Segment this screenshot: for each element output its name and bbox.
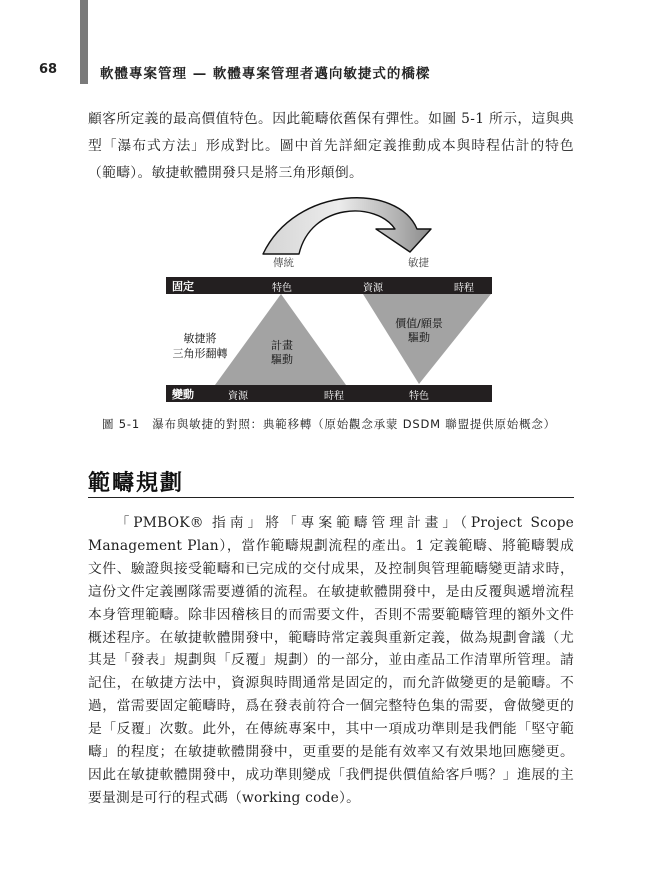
plan-driven-label: [266, 339, 298, 367]
plan-driven-line-2: 驅動: [271, 353, 293, 366]
section-paragraph: 「PMBOK® 指南」將「專案範疇管理計畫」（Project Scope Management Plan），當作範疇規劃流程的產出。1 定義範疇、將範疇製成文件、驗證與接受範疇和已完成的交付成果，及控制與管理範疇變更請求時，這份文件定義團隊需要遵循的流程。在敏捷軟體開發中，是由反覆與遞增流程本身管理範疇。除非因稽核目的而需要文件，否則不需要範疇管理的額外文件概述程序。在敏捷軟體開發中，範疇時常定義與重新定義，做為規劃會議（尤其是「發表」規劃與「反覆」規劃）的一部分，並由產品工作清單所管理。請記住，在敏捷方法中，資源與時間通常是固定的，而允許做變更的是範疇。不過，當需要固定範疇時，爲在發表前符合一個完整特色集的需要，會做變更的是「反覆」次數。此外，在傳統專案中，其中一項成功準則是我們能「堅守範疇」的程度；在敏捷軟體開發中，更重要的是能有效率又有效果地回應變更。因此在敏捷軟體開發中，成功準則變成「我們提供價值給客戶嗎？」進展的主要量測是可行的程式碼（working code）。: [88, 515, 574, 806]
flip-note-line-1: 敏捷將: [183, 332, 217, 345]
intro-block: [88, 106, 574, 186]
plan-driven-line-1: 計畫: [271, 339, 293, 352]
traditional-label: 傳統: [273, 257, 294, 269]
section-title: 範疇規劃: [88, 471, 185, 496]
fixed-bar-head: 固定: [172, 280, 194, 293]
running-head: 軟體專案管理 — 軟體專案管理者邁向敏捷式的橋樑: [100, 66, 431, 82]
value-driven-line-1: 價值/願景: [395, 317, 443, 330]
value-driven-line-2: 驅動: [408, 331, 430, 344]
paradigm-shift-arrow: [263, 198, 431, 254]
fixed-bar-label-schedule: 時程: [454, 283, 474, 294]
flip-note: [169, 331, 231, 361]
section-rule: [88, 497, 574, 498]
flip-note-line-2: 三角形翻轉: [172, 347, 228, 360]
page-number: 68: [39, 62, 58, 77]
figure-caption: 圖 5-1 瀑布與敏捷的對照：典範移轉（原始觀念承蒙 DSDM 聯盟提供原始概念）: [102, 417, 556, 431]
section-body: [88, 512, 574, 810]
page-edge-marker: [80, 0, 88, 84]
fixed-bar-label-features: 特色: [272, 283, 292, 294]
value-driven-label: [388, 317, 450, 345]
variable-bar-label-features: 特色: [409, 391, 429, 402]
fixed-bar: [166, 277, 492, 294]
variable-bar-label-schedule: 時程: [324, 391, 344, 402]
intro-paragraph: 顧客所定義的最高價值特色。因此範疇依舊保有彈性。如圖 5-1 所示，這與典型「瀑布式方法」形成對比。圖中首先詳細定義推動成本與時程估計的特色（範疇）。敏捷軟體開發只是將三角形顛倒。: [88, 111, 574, 181]
variable-bar-head: 變動: [172, 388, 194, 401]
fixed-bar-label-resources: 資源: [363, 283, 383, 294]
figure-5-1: [166, 191, 492, 406]
variable-bar-label-resources: 資源: [228, 391, 248, 402]
agile-label: 敏捷: [408, 257, 429, 269]
figure-graphics: [166, 191, 492, 406]
